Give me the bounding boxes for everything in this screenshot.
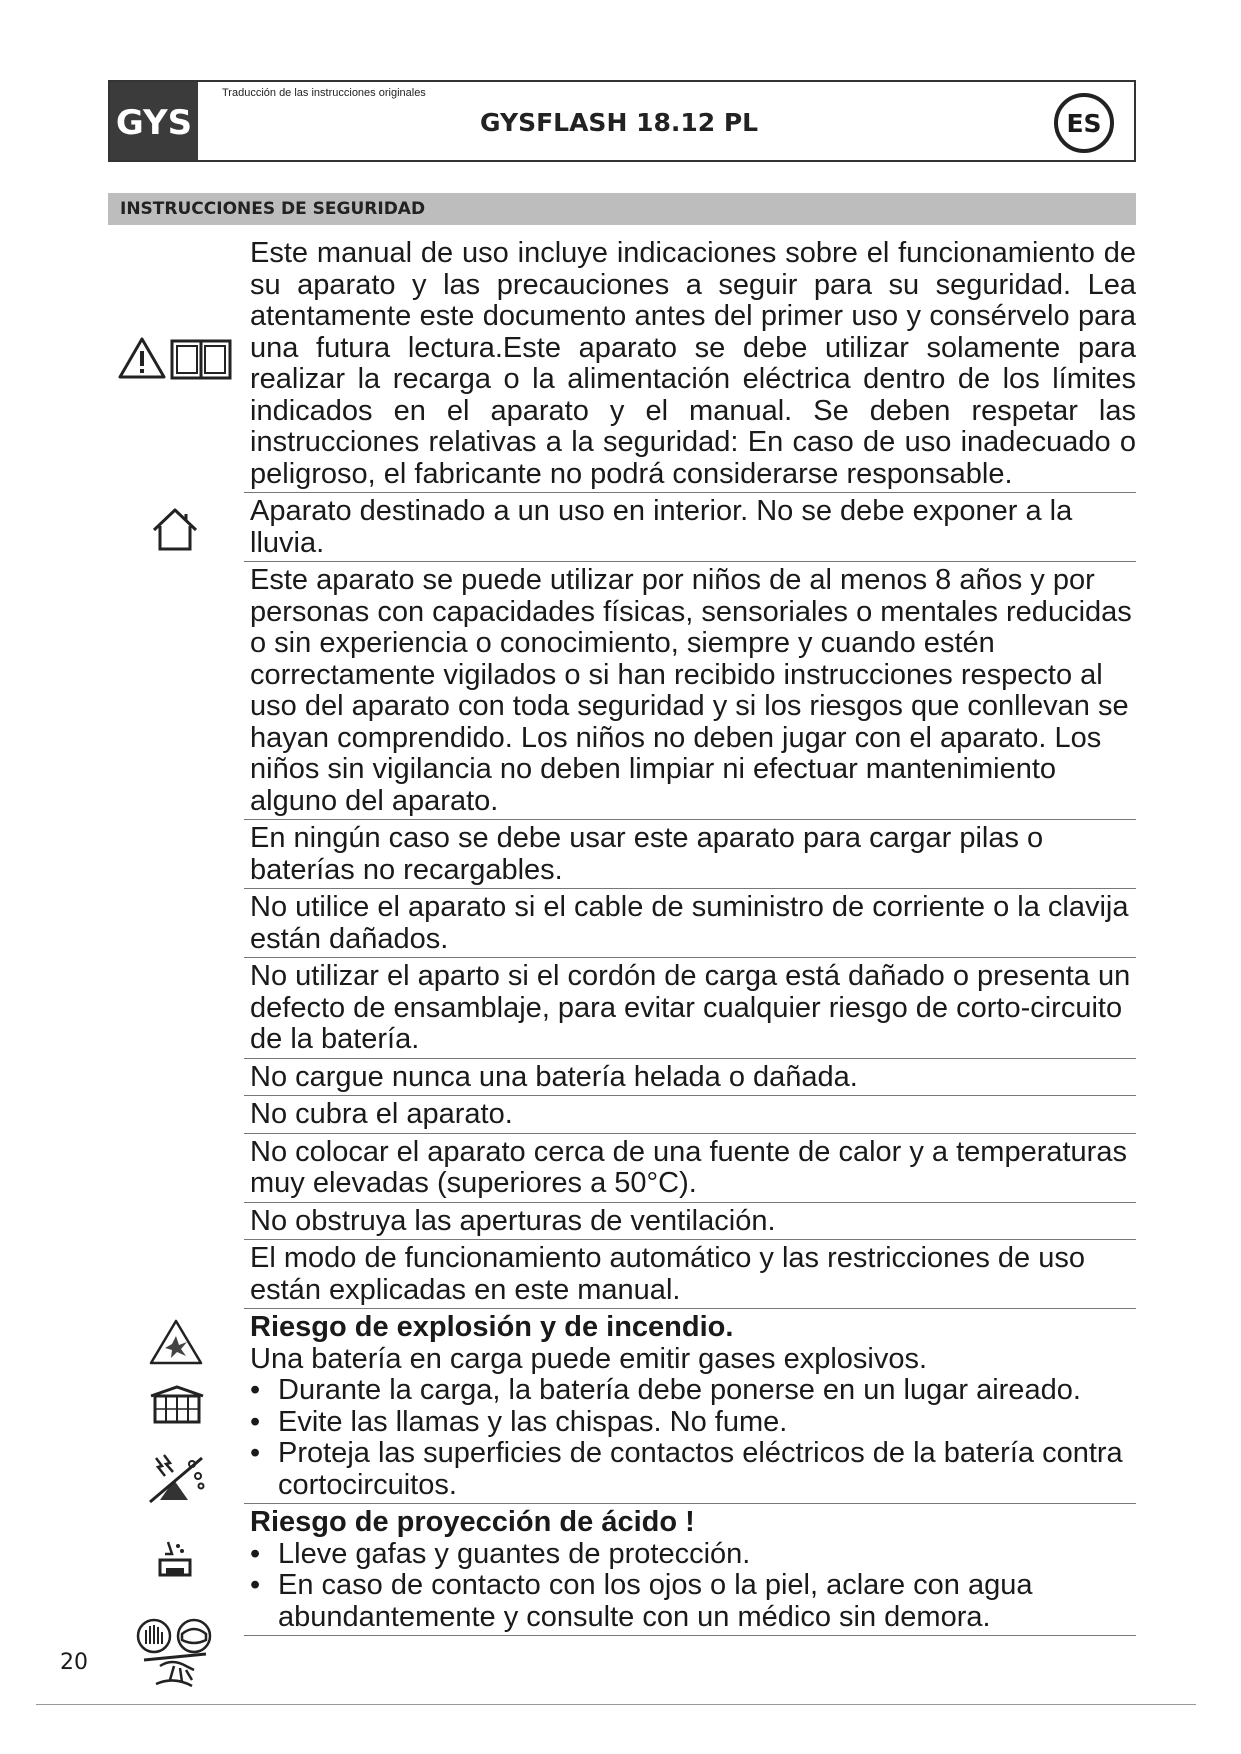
- explosion-risk-section: [244, 1309, 1136, 1504]
- general-safety-text: Este manual de uso incluye indicaciones sobre el funcionamiento de su aparato y las precauciones a seguir para su seguridad. Lea atentamente este documento antes del primer uso y consérvelo para una futura lectura.Este aparato se debe utilizar solamente para realizar la recarga o la alimentación eléctrica dentro de los límites indicados en el aparato y el manual. Se deben respetar las instrucciones relativas a la seguridad: En caso de uso inadecuado o peligroso, el fabricante no podrá considerarse responsable.: [250, 237, 1136, 490]
- translation-note: Traducción de las instrucciones originales: [222, 87, 426, 99]
- list-item: [250, 1539, 1136, 1571]
- list-item: [250, 1407, 1136, 1439]
- ventilated-room-icon: [148, 1384, 206, 1424]
- list-item-text: Proteja las superficies de contactos eléctricos de la batería contra cortocircuitos.: [278, 1437, 1123, 1501]
- explosion-risk-intro: Una batería en carga puede emitir gases explosivos.: [250, 1342, 928, 1375]
- bullet-marker: •: [250, 1537, 261, 1570]
- list-item-text: En caso de contacto con los ojos o la piel, aclare con agua abundantemente y consulte con un médico sin demora.: [278, 1569, 1033, 1633]
- heat-source-paragraph: No colocar el aparato cerca de una fuente de calor y a temperaturas muy elevadas (superiores a 50°C).: [244, 1134, 1136, 1203]
- bullet-marker: •: [250, 1569, 261, 1601]
- acid-risk-section: [244, 1504, 1136, 1636]
- frozen-battery-paragraph: No cargue nunca una batería helada o dañada.: [244, 1059, 1136, 1097]
- explosion-risk-heading: Riesgo de explosión y de incendio.: [250, 1311, 734, 1343]
- acid-projection-icon: [156, 1538, 194, 1578]
- list-item-text: Evite las llamas y las chispas. No fume.: [278, 1405, 788, 1438]
- safety-instructions: [244, 238, 1136, 1636]
- damaged-cable-paragraph: No utilice el aparato si el cable de suministro de corriente o la clavija están dañados.: [244, 889, 1136, 958]
- language-badge: ES: [1054, 93, 1114, 153]
- bullet-marker: •: [250, 1437, 261, 1469]
- no-flames-sparks-icon: [146, 1450, 208, 1504]
- ventilation-paragraph: No obstruya las aperturas de ventilación.: [244, 1203, 1136, 1241]
- indoor-use-paragraph: Aparato destinado a un uso en interior. No se debe exponer a la lluvia.: [244, 493, 1136, 562]
- manual-book-icon: [170, 338, 232, 380]
- explosion-warning-icon: [148, 1318, 204, 1366]
- warning-icon: [118, 336, 166, 380]
- wear-goggles-gloves-icon: [134, 1614, 216, 1690]
- bullet-marker: •: [250, 1374, 261, 1406]
- acid-risk-heading: Riesgo de proyección de ácido !: [250, 1506, 695, 1538]
- children-usage-paragraph: Este aparato se puede utilizar por niños de al menos 8 años y por personas con capacidades físicas, sensoriales o mentales reducidas o sin experiencia o conocimiento, siempre y cuando estén correctamente vigilados o si han recibido instrucciones respecto al uso del aparato con toda seguridad y si los riesgos que conllevan se hayan comprendido. Los niños no deben jugar con el aparato. Los niños sin vigilancia no deben limpiar ni efectuar mantenimiento alguno del aparato.: [244, 562, 1136, 820]
- document-header: [108, 80, 1136, 162]
- gys-logo-mark: [112, 101, 196, 141]
- list-item: [250, 1570, 1136, 1633]
- gys-logo-text: GYS: [115, 103, 193, 141]
- damaged-charging-cord-paragraph: No utilizar el aparto si el cordón de carga está dañado o presenta un defecto de ensamblaje, para evitar cualquier riesgo de corto-circuito de la batería.: [244, 958, 1136, 1059]
- indoor-use-icon: [150, 506, 200, 552]
- gys-logo: [110, 82, 198, 160]
- page-number: 20: [60, 1650, 88, 1675]
- section-title: INSTRUCCIONES DE SEGURIDAD: [108, 193, 1136, 225]
- product-title: GYSFLASH 18.12 PL: [480, 108, 759, 137]
- bullet-marker: •: [250, 1405, 261, 1438]
- do-not-cover-paragraph: No cubra el aparato.: [244, 1096, 1136, 1134]
- automatic-mode-paragraph: El modo de funcionamiento automático y las restricciones de uso están explicadas en este manual.: [244, 1240, 1136, 1309]
- list-item: [250, 1375, 1136, 1407]
- non-rechargeable-paragraph: En ningún caso se debe usar este aparato para cargar pilas o baterías no recargables.: [244, 820, 1136, 889]
- list-item-text: Lleve gafas y guantes de protección.: [278, 1537, 751, 1570]
- general-safety-paragraph: [244, 238, 1136, 493]
- list-item-text: Durante la carga, la batería debe ponerse en un lugar aireado.: [278, 1374, 1081, 1406]
- footer-divider: [36, 1704, 1196, 1705]
- list-item: [250, 1438, 1136, 1501]
